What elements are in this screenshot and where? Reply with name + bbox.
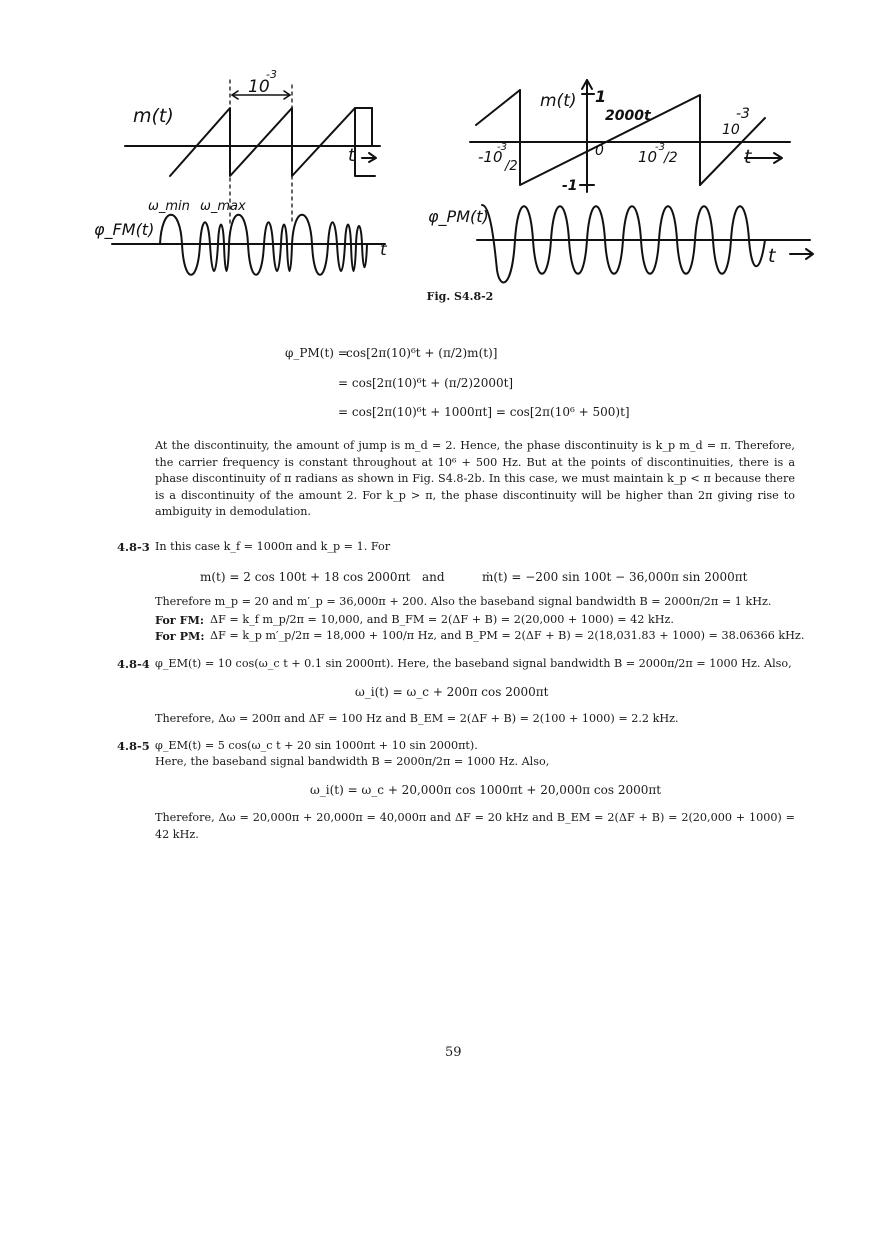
right-period-num: 10 (722, 122, 740, 138)
left-wmin-label: ω_min (148, 199, 190, 214)
p483-fm-label: For FM: (155, 613, 205, 627)
right-neg-half-num: -10 (478, 148, 503, 166)
p483-eq-mdot: ṁ(t) = −200 sin 100t − 36,000π sin 2000πt (482, 570, 748, 584)
p483-fm-text: ΔF = k_f m_p/2π = 10,000, and B_FM = 2(ΔF + B) = 2(20,000 + 1000) = 42 kHz. (210, 613, 674, 626)
figure-s4-8-2 (0, 0, 880, 300)
right-phi-label: φ_PM(t) (428, 207, 489, 226)
pm-eq-line-2: = cos[2π(10)⁶t + (π/2)2000t] (338, 376, 514, 390)
left-wmax-label: ω_max (200, 199, 246, 214)
right-zero-label: 0 (595, 143, 604, 159)
left-phi-label: φ_FM(t) (94, 220, 155, 239)
pm-eq-line-3: = cos[2π(10)⁶t + 1000πt] = cos[2π(10⁶ + 500)t] (338, 405, 630, 419)
problem-number-4-8-4: 4.8-4 (117, 657, 150, 671)
right-pm-wave (482, 205, 765, 282)
right-m-label: m(t) (540, 91, 577, 111)
right-phi-t-label: t (768, 245, 776, 267)
left-m-label: m(t) (133, 105, 174, 127)
right-t-label: t (744, 146, 752, 168)
p483-intro: In this case k_f = 1000π and k_p = 1. For (155, 540, 391, 553)
right-m-ramp-left (476, 90, 520, 125)
p483-eq-and: and (422, 570, 445, 584)
p485-eq: ω_i(t) = ω_c + 20,000π cos 1000πt + 20,000π cos 2000πt (310, 783, 662, 797)
pm-eq-lhs: φ_PM(t) = (285, 346, 348, 360)
p483-pm-text: ΔF = k_p m′_p/2π = 18,000 + 100/π Hz, and B_PM = 2(ΔF + B) = 2(18,031.83 + 1000) = 38.06366 kHz. (210, 629, 805, 642)
problem-number-4-8-3: 4.8-3 (117, 540, 150, 554)
page-number: 59 (445, 1045, 462, 1060)
right-pos-half-num: 10 (638, 148, 658, 166)
p485-intro-1: φ_EM(t) = 5 cos(ω_c t + 20 sin 1000πt + 10 sin 2000πt). (155, 739, 478, 752)
right-slope-label: 2000t (605, 108, 651, 124)
p483-pm-label: For PM: (155, 629, 205, 643)
right-minus-one: -1 (562, 178, 578, 194)
right-neg-half-exp: -3 (497, 142, 507, 153)
left-t-label: t (348, 145, 356, 166)
p483-eq-m: m(t) = 2 cos 100t + 18 cos 2000πt (200, 570, 411, 584)
p484-intro: φ_EM(t) = 10 cos(ω_c t + 0.1 sin 2000πt). Here, the baseband signal bandwidth B = 2000π/2π = 1000 Hz. Also, (155, 657, 792, 670)
figure-caption: Fig. S4.8-2 (426, 290, 494, 303)
left-phi-t-label: t (380, 240, 387, 260)
right-peak-label: 1 (595, 87, 607, 106)
right-period-exp: -3 (736, 106, 750, 122)
p484-eq: ω_i(t) = ω_c + 200π cos 2000πt (355, 685, 549, 699)
left-period-exp: -3 (266, 68, 277, 81)
left-sawtooth (170, 108, 375, 176)
problem-number-4-8-5: 4.8-5 (117, 739, 150, 753)
p483-therefore: Therefore m_p = 20 and m′_p = 36,000π + 200. Also the baseband signal bandwidth B = 2000π/2π = 1 kHz. (155, 595, 772, 608)
pm-eq-line-1: cos[2π(10)⁶t + (π/2)m(t)] (346, 346, 498, 360)
p485-therefore: Therefore, Δω = 20,000π + 20,000π = 40,000π and ΔF = 20 kHz and B_EM = 2(ΔF + B) = 2(20,000 + 1000) = 42 kHz. (155, 811, 795, 841)
p485-intro-2: Here, the baseband signal bandwidth B = 2000π/2π = 1000 Hz. Also, (155, 755, 550, 768)
discontinuity-paragraph: At the discontinuity, the amount of jump is m_d = 2. Hence, the phase discontinuity is k_p m_d = π. Therefore, the carrier frequency is constant throughout at 10⁶ + 500 Hz. But at the points of discontinuities, there is a phase discontinuity of π radians as shown in Fig. S4.8-2b. In this case, we must maintain k_p < π because there is a discontinuity of the amount 2. For k_p > π, the phase discontinuity will be higher than 2π giving rise to ambiguity in demodulation. (155, 439, 795, 518)
right-neg-half-den: /2 (505, 159, 518, 174)
left-period-label: 10 (248, 77, 270, 97)
right-pos-half-den: /2 (664, 150, 678, 166)
right-pos-half-exp: -3 (655, 142, 665, 153)
p484-therefore: Therefore, Δω = 200π and ΔF = 100 Hz and B_EM = 2(ΔF + B) = 2(100 + 1000) = 2.2 kHz. (155, 712, 679, 725)
